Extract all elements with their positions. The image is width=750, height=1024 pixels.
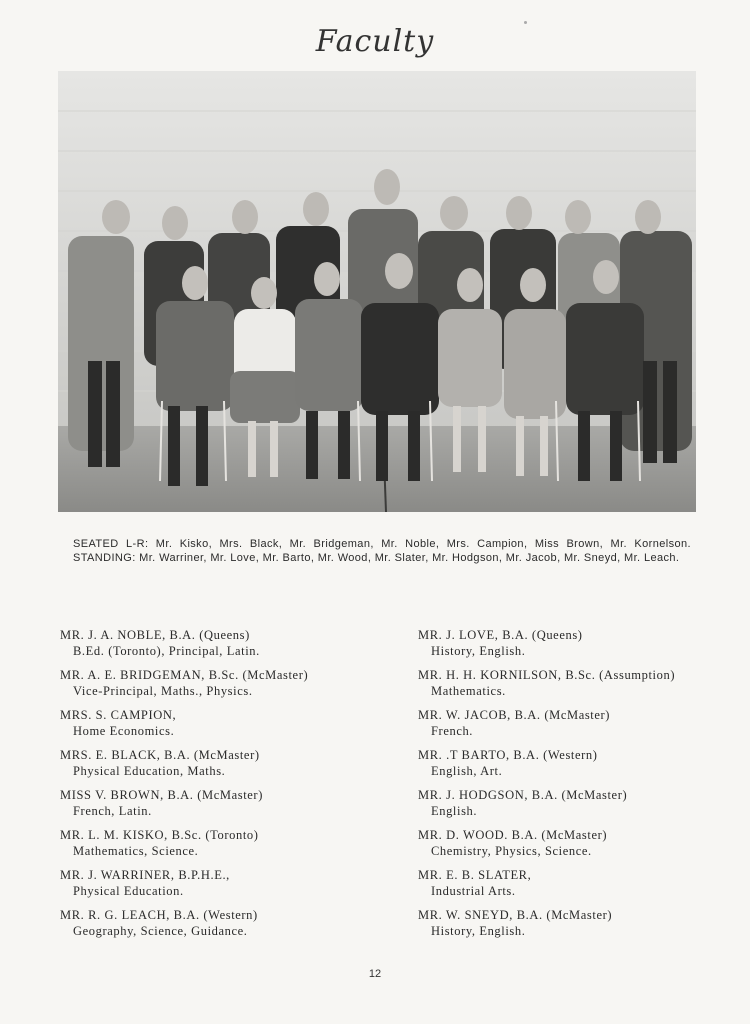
faculty-name: MRS. S. CAMPION,	[60, 708, 177, 722]
faculty-name: MR. J. WARRINER, B.P.H.E.,	[60, 868, 230, 882]
faculty-subjects: Physical Education, Maths.	[73, 763, 226, 778]
faculty-entry	[418, 828, 748, 859]
faculty-name: MR. J. HODGSON, B.A. (McMaster)	[418, 788, 628, 802]
faculty-subjects: History, English.	[431, 643, 526, 658]
faculty-subjects: Vice-Principal, Maths., Physics.	[73, 683, 253, 698]
faculty-entry	[418, 788, 748, 819]
print-speck	[524, 21, 527, 24]
faculty-name: MR. L. M. KISKO, B.Sc. (Toronto)	[60, 828, 259, 842]
faculty-name: MR. D. WOOD. B.A. (McMaster)	[418, 828, 608, 842]
faculty-name: MR. H. H. KORNILSON, B.Sc. (Assumption)	[418, 668, 676, 682]
faculty-name: MR. A. E. BRIDGEMAN, B.Sc. (McMaster)	[60, 668, 309, 682]
faculty-subjects: Mathematics.	[431, 683, 506, 698]
faculty-subjects: Mathematics, Science.	[73, 843, 199, 858]
faculty-subjects: Geography, Science, Guidance.	[73, 923, 248, 938]
faculty-subjects: French.	[431, 723, 474, 738]
faculty-entry	[418, 868, 748, 899]
faculty-entry	[418, 668, 748, 699]
faculty-subjects: Physical Education.	[73, 883, 184, 898]
faculty-subjects: Home Economics.	[73, 723, 175, 738]
faculty-list-right	[418, 628, 748, 948]
faculty-name: MR. J. LOVE, B.A. (Queens)	[418, 628, 583, 642]
faculty-group-photo	[58, 71, 696, 512]
faculty-list-left	[60, 628, 390, 948]
faculty-name: MRS. E. BLACK, B.A. (McMaster)	[60, 748, 260, 762]
faculty-photo-image	[58, 71, 696, 512]
faculty-entry	[60, 708, 390, 739]
faculty-name: MR. W. JACOB, B.A. (McMaster)	[418, 708, 611, 722]
faculty-entry	[60, 628, 390, 659]
faculty-name: MR. R. G. LEACH, B.A. (Western)	[60, 908, 258, 922]
faculty-entry	[60, 788, 390, 819]
faculty-entry	[418, 708, 748, 739]
faculty-subjects: Chemistry, Physics, Science.	[431, 843, 592, 858]
faculty-entry	[60, 668, 390, 699]
faculty-subjects: Industrial Arts.	[431, 883, 516, 898]
faculty-subjects: B.Ed. (Toronto), Principal, Latin.	[73, 643, 260, 658]
faculty-subjects: English, Art.	[431, 763, 503, 778]
faculty-entry	[60, 828, 390, 859]
faculty-name: MR. W. SNEYD, B.A. (McMaster)	[418, 908, 613, 922]
faculty-name: MR. E. B. SLATER,	[418, 868, 532, 882]
page-title: Faculty	[315, 24, 435, 59]
faculty-entry	[60, 908, 390, 939]
faculty-name: MISS V. BROWN, B.A. (McMaster)	[60, 788, 263, 802]
faculty-subjects: History, English.	[431, 923, 526, 938]
faculty-entry	[418, 748, 748, 779]
faculty-entry	[60, 868, 390, 899]
faculty-name: MR. J. A. NOBLE, B.A. (Queens)	[60, 628, 250, 642]
faculty-name: MR. .T BARTO, B.A. (Western)	[418, 748, 598, 762]
faculty-subjects: French, Latin.	[73, 803, 152, 818]
faculty-subjects: English.	[431, 803, 478, 818]
page-number: 12	[368, 968, 382, 980]
faculty-entry	[418, 628, 748, 659]
photo-caption: SEATED L-R: Mr. Kisko, Mrs. Black, Mr. Bridgeman, Mr. Noble, Mrs. Campion, Miss Brown, Mr. Kornelson. STANDING: Mr. Warriner, Mr. Love, Mr. Barto, Mr. Wood, Mr. Slater, Mr. Hodgson, Mr. Jacob, Mr. Sneyd, Mr. Leach.	[73, 538, 691, 564]
faculty-entry	[418, 908, 748, 939]
faculty-entry	[60, 748, 390, 779]
